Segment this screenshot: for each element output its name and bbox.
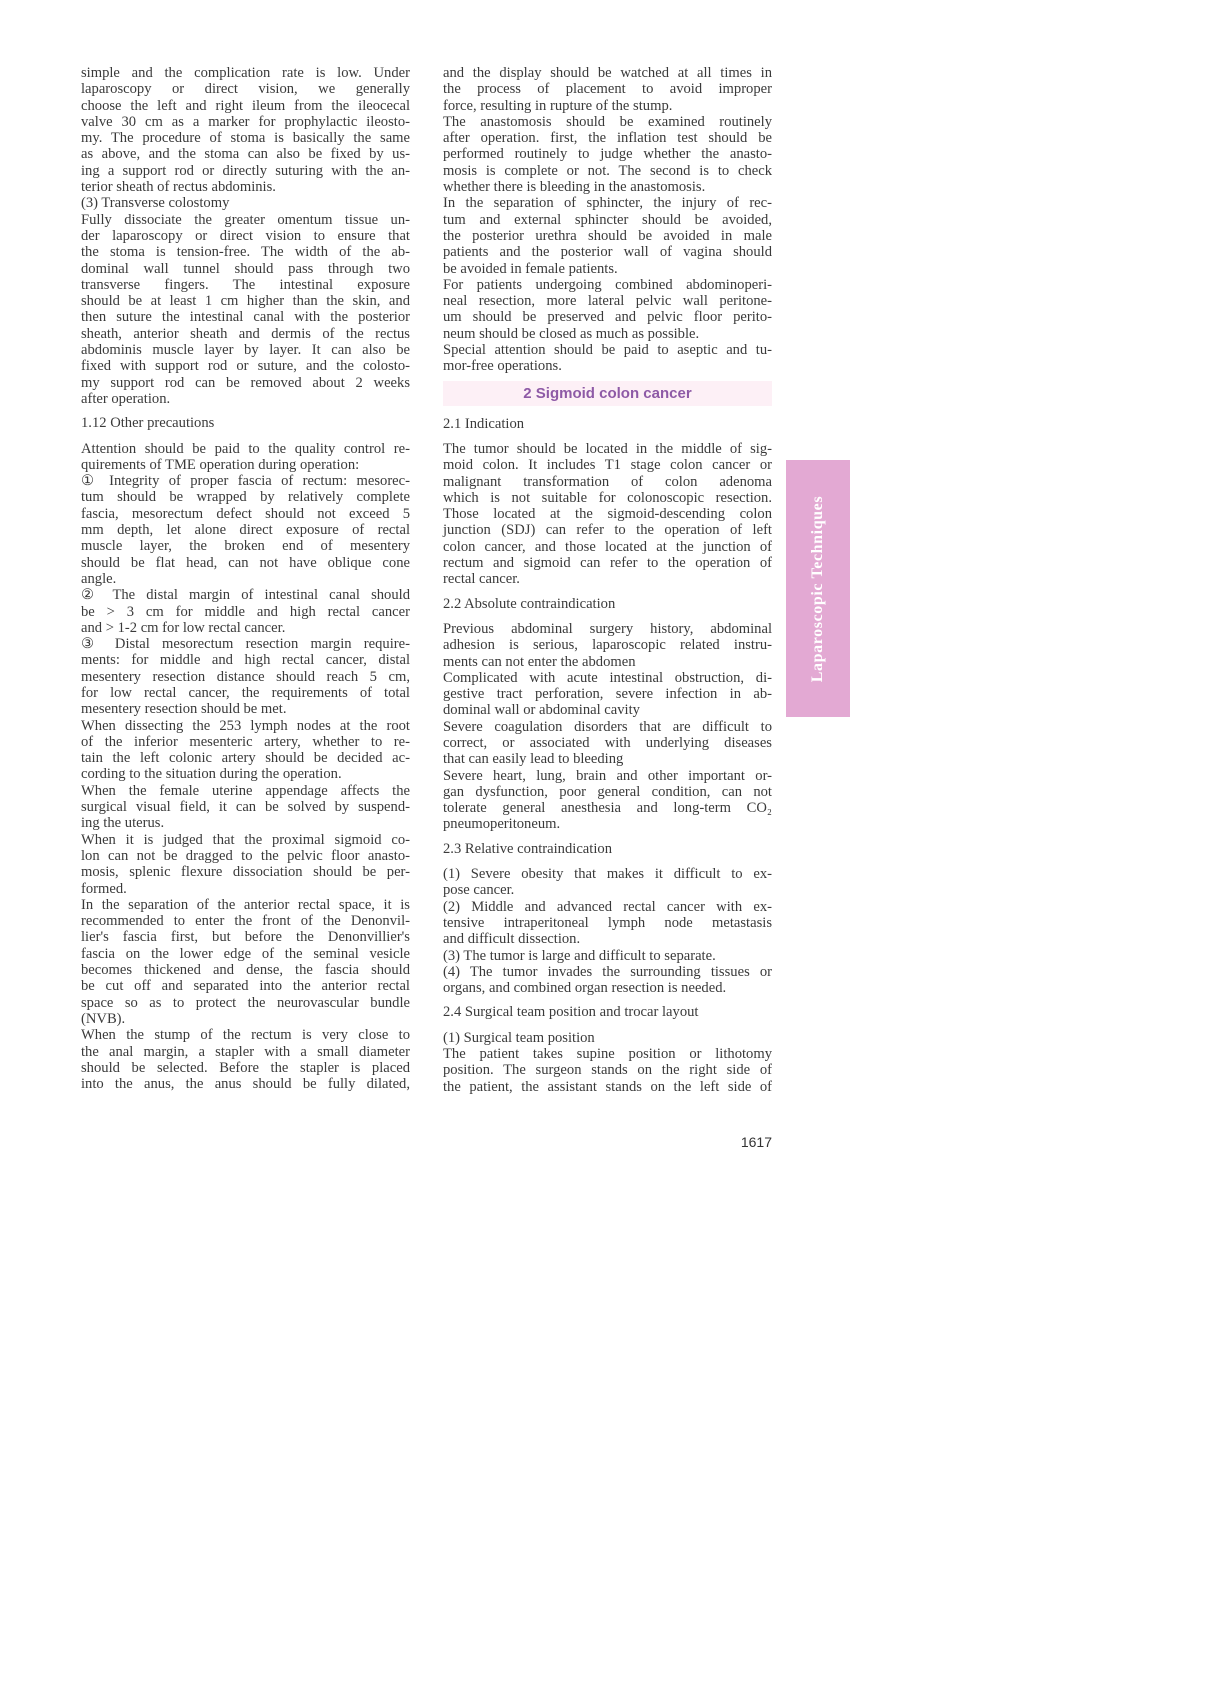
paragraph [81, 441, 410, 474]
text-line: When dissecting the 253 lymph nodes at the root [81, 717, 410, 734]
text-line: mosis, splenic flexure dissociation should be per- [81, 864, 410, 881]
subsection-heading: 1.12 Other precautions [81, 415, 215, 432]
paragraph [81, 636, 410, 717]
text-line: as above, and the stoma can also be fixed by us- [81, 146, 410, 163]
text-line: the stoma is tension-free. The width of the ab- [81, 244, 410, 261]
text-line: mor-free operations. [443, 358, 562, 375]
text-line: adhesion is serious, laparoscopic related instru- [443, 637, 772, 654]
text-line: my support rod can be removed about 2 weeks [81, 374, 410, 391]
subsection-heading: 2.4 Surgical team position and trocar layout [443, 1004, 699, 1021]
paragraph [81, 212, 410, 408]
text-line: Those located at the sigmoid-descending colon [443, 506, 772, 523]
paragraph [81, 783, 410, 832]
text-line: and difficult dissection. [443, 931, 581, 948]
text-line: ② The distal margin of intestinal canal should [81, 587, 410, 604]
text-line: and the display should be watched at all times in [443, 65, 772, 81]
text-line: angle. [81, 570, 117, 587]
text-line: When it is judged that the proximal sigmoid co- [81, 831, 410, 848]
text-line: Special attention should be paid to aseptic and tu- [443, 342, 772, 359]
text-line: Severe coagulation disorders that are difficult to [443, 718, 772, 735]
text-line: of the inferior mesenteric artery, whether to re- [81, 733, 410, 750]
text-line: dominal wall tunnel should pass through two [81, 260, 410, 277]
text-line: into the anus, the anus should be fully dilated, [81, 1076, 410, 1093]
text-line: simple and the complication rate is low. Under [81, 65, 410, 81]
text-line: The patient takes supine position or lithotomy [443, 1046, 772, 1063]
paragraph [443, 1030, 772, 1046]
text-line: sheath, anterior sheath and dermis of the rectus [81, 325, 410, 342]
text-line: fixed with support rod or suture, and the colosto- [81, 358, 410, 375]
paragraph [443, 719, 772, 768]
chapter-side-tab-label: Laparoscopic Techniques [809, 495, 826, 682]
text-line: the process of placement to avoid improper [443, 81, 772, 98]
text-line: should be flat head, can not have oblique cone [81, 554, 410, 571]
text-column-left [81, 65, 410, 1092]
text-line: (3) Transverse colostomy [81, 195, 230, 212]
text-line: the posterior urethra should be avoided in male [443, 227, 772, 244]
text-line: ing the uterus. [81, 815, 165, 832]
text-line: For patients undergoing combined abdominoperi- [443, 276, 772, 293]
text-line: mm depth, let alone direct exposure of rectal [81, 522, 410, 539]
text-line: neal resection, more lateral pelvic wall peritone- [443, 293, 772, 310]
text-line: my. The procedure of stoma is basically the same [81, 130, 410, 147]
text-line: becomes thickened and dense, the fascia should [81, 962, 410, 979]
text-line: laparoscopy or direct vision, we generally [81, 81, 410, 98]
paragraph [443, 866, 772, 899]
paragraph [443, 768, 772, 833]
text-line: then suture the intestinal canal with the posterior [81, 309, 410, 326]
text-line: and > 1-2 cm for low rectal cancer. [81, 619, 286, 636]
text-line: should be selected. Before the stapler is placed [81, 1059, 410, 1076]
text-line: pose cancer. [443, 882, 515, 899]
text-line: recommended to enter the front of the Denonvil- [81, 913, 410, 930]
text-line: dominal wall or abdominal cavity [443, 702, 640, 719]
paragraph [443, 441, 772, 588]
text-line: der laparoscopy or direct vision to ensure that [81, 227, 410, 244]
text-line: moid colon. It includes T1 stage colon cancer or [443, 457, 772, 474]
paragraph [443, 65, 772, 114]
text-line: In the separation of the anterior rectal space, it is [81, 896, 410, 913]
paragraph [443, 621, 772, 670]
text-line: ① Integrity of proper fascia of rectum: mesorec- [81, 473, 410, 490]
paragraph [81, 832, 410, 897]
text-line: mosis is complete or not. The second is to check [443, 162, 772, 179]
text-line: lier's fascia first, but before the Denonvillier's [81, 929, 410, 946]
text-line: Severe heart, lung, brain and other important or- [443, 767, 772, 784]
text-line: quirements of TME operation during operation: [81, 456, 360, 473]
text-line: When the female uterine appendage affects the [81, 782, 410, 799]
text-line: be cut off and separated into the anterior rectal [81, 978, 410, 995]
text-line: after operation. [81, 390, 171, 407]
paragraph [81, 897, 410, 1027]
text-line: malignant transformation of colon adenoma [443, 473, 772, 490]
paragraph [443, 964, 772, 997]
paragraph [81, 1027, 410, 1092]
text-line: mesentery resection distance should reach 5 cm, [81, 668, 410, 685]
text-line: In the separation of sphincter, the injury of rec- [443, 195, 772, 212]
text-line: The anastomosis should be examined routinely [443, 113, 772, 130]
text-line: ③ Distal mesorectum resection margin require- [81, 636, 410, 653]
text-line: um should be preserved and pelvic floor perito- [443, 309, 772, 326]
text-line: muscle layer, the broken end of mesentery [81, 538, 410, 555]
text-line: (NVB). [81, 1010, 126, 1027]
text-line: be avoided in female patients. [443, 260, 618, 277]
text-line: formed. [81, 880, 127, 897]
text-line: neum should be closed as much as possible. [443, 325, 700, 342]
text-line: the anal margin, a stapler with a small diameter [81, 1043, 410, 1060]
text-line: abdominis muscle layer by layer. It can also be [81, 342, 410, 359]
text-line: transverse fingers. The intestinal exposure [81, 276, 410, 293]
subsection-heading: 2.1 Indication [443, 415, 525, 432]
text-line: tolerate general anesthesia and long-term CO₂ [443, 800, 772, 817]
text-line: Fully dissociate the greater omentum tissue un- [81, 211, 410, 228]
paragraph [443, 670, 772, 719]
subsection-heading: 2.2 Absolute contraindication [443, 595, 616, 612]
text-line: cording to the situation during the operation. [81, 766, 342, 783]
text-line: tum should be wrapped by relatively complete [81, 489, 410, 506]
text-line: terior sheath of rectus abdominis. [81, 179, 276, 196]
text-line: surgical visual field, it can be solved by suspend- [81, 799, 410, 816]
text-line: lon can not be dragged to the pelvic floor anasto- [81, 847, 410, 864]
text-line: (4) The tumor invades the surrounding tissues or [443, 963, 772, 980]
subsection-heading: 2.3 Relative contraindication [443, 840, 612, 857]
text-line: junction (SDJ) can refer to the operation of left [443, 522, 772, 539]
text-line: should be at least 1 cm higher than the skin, and [81, 293, 410, 310]
text-line: after operation. first, the inflation test should be [443, 130, 772, 147]
text-line: space so as to protect the neurovascular bundle [81, 994, 410, 1011]
text-line: The tumor should be located in the middle of sig- [443, 440, 772, 457]
text-line: rectal cancer. [443, 571, 520, 588]
text-line: tensive intraperitoneal lymph node metastasis [443, 914, 772, 931]
text-column-right [443, 65, 772, 1095]
text-line: be > 3 cm for middle and high rectal cancer [81, 603, 410, 620]
paragraph [443, 1046, 772, 1095]
text-line: Previous abdominal surgery history, abdominal [443, 620, 772, 637]
text-line: (2) Middle and advanced rectal cancer with ex- [443, 898, 772, 915]
text-line: Complicated with acute intestinal obstruction, di- [443, 669, 772, 686]
chapter-side-tab [786, 460, 850, 717]
text-line: tain the left colonic artery should be decided ac- [81, 750, 410, 767]
text-line: whether there is bleeding in the anastomosis. [443, 179, 706, 196]
text-line: (1) Surgical team position [443, 1029, 595, 1046]
paragraph [81, 718, 410, 783]
text-line: Attention should be paid to the quality control re- [81, 440, 410, 457]
text-line: choose the left and right ileum from the ileocecal [81, 97, 410, 114]
text-line: ments can not enter the abdomen [443, 653, 636, 670]
page-number: 1617 [740, 1134, 772, 1150]
text-line: colon cancer, and those located at the junction of [443, 538, 772, 555]
paragraph [443, 195, 772, 276]
paragraph [81, 473, 410, 587]
paragraph [443, 114, 772, 195]
text-line: force, resulting in rupture of the stump. [443, 97, 673, 114]
paragraph [81, 195, 410, 211]
text-line: gan dysfunction, poor general condition, can not [443, 783, 772, 800]
text-line: correct, or associated with underlying diseases [443, 734, 772, 751]
text-line: tum and external sphincter should be avoided, [443, 211, 772, 228]
section-heading: 2 Sigmoid colon cancer [443, 381, 772, 406]
paragraph [443, 342, 772, 375]
text-line: gestive tract perforation, severe infection in ab- [443, 686, 772, 703]
text-line: position. The surgeon stands on the right side of [443, 1062, 772, 1079]
text-line: valve 30 cm as a marker for prophylactic ileosto- [81, 113, 410, 130]
text-line: fascia, mesorectum defect should not exceed 5 [81, 505, 410, 522]
text-line: fascia on the lower edge of the seminal vesicle [81, 945, 410, 962]
text-line: organs, and combined organ resection is needed. [443, 980, 727, 997]
text-line: mesentery resection should be met. [81, 701, 287, 718]
paragraph [81, 65, 410, 195]
text-line: When the stump of the rectum is very close to [81, 1027, 410, 1044]
text-line: for low rectal cancer, the requirements of total [81, 684, 410, 701]
text-line: (3) The tumor is large and difficult to separate. [443, 947, 716, 964]
text-line: performed routinely to judge whether the anasto- [443, 146, 772, 163]
text-line: patients and the posterior wall of vagina should [443, 244, 772, 261]
text-line: which is not suitable for colonoscopic resection. [443, 489, 772, 506]
paragraph [443, 948, 772, 964]
text-line: rectum and sigmoid can refer to the operation of [443, 555, 772, 572]
text-line: pneumoperitoneum. [443, 816, 561, 833]
paragraph [443, 277, 772, 342]
text-line: ments: for middle and high rectal cancer, distal [81, 652, 410, 669]
paragraph [443, 899, 772, 948]
paragraph [81, 587, 410, 636]
text-line: ing a support rod or directly suturing with the an- [81, 162, 410, 179]
text-line: (1) Severe obesity that makes it difficult to ex- [443, 866, 772, 883]
text-line: that can easily lead to bleeding [443, 751, 624, 768]
text-line: the patient, the assistant stands on the left side of [443, 1078, 772, 1095]
